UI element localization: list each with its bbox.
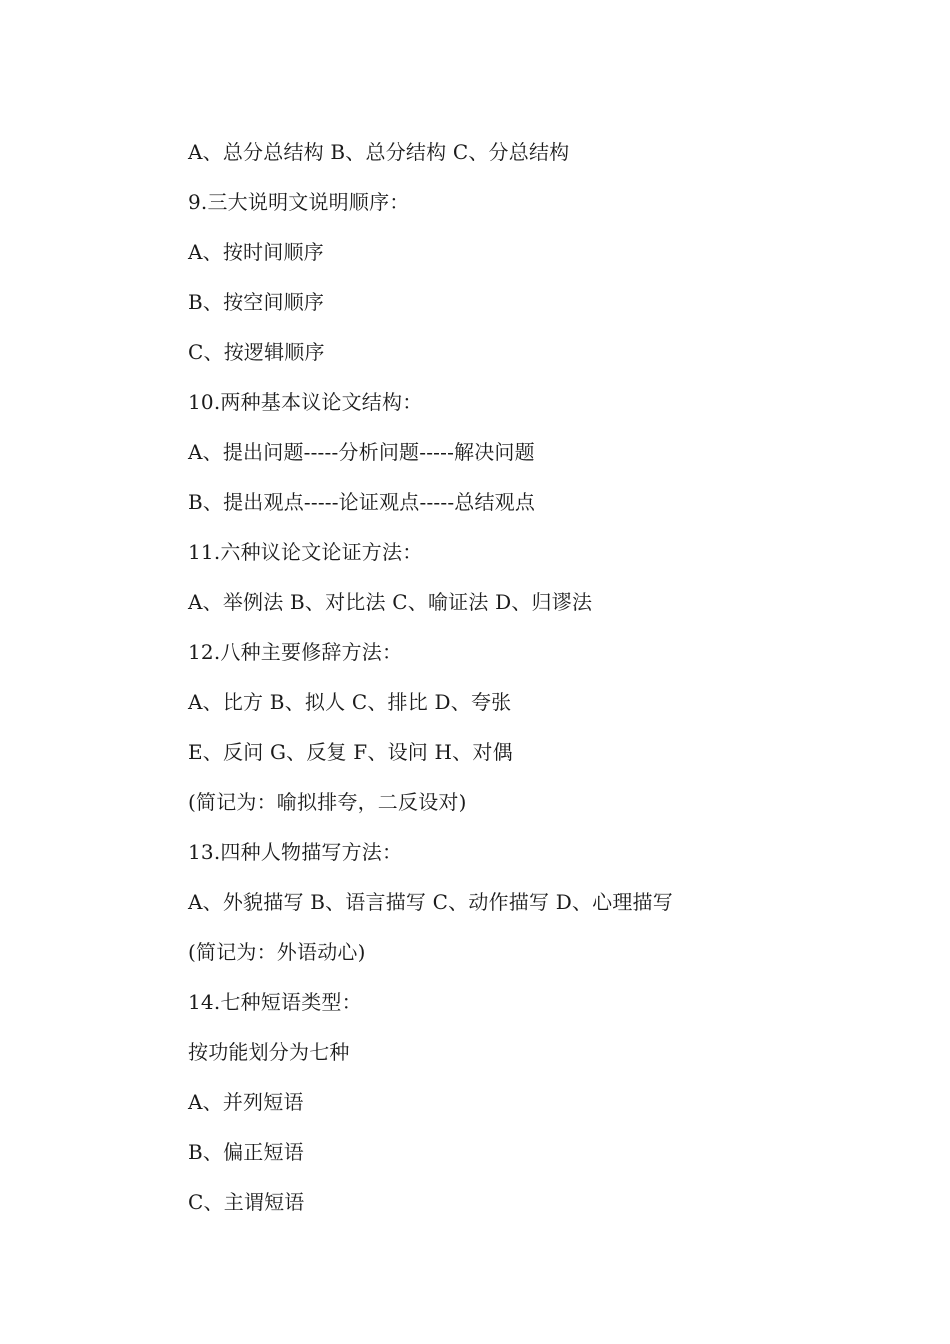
list-item-modifier-phrase: B、偏正短语 bbox=[188, 1140, 304, 1164]
list-item-problem-structure: A、提出问题-----分析问题-----解决问题 bbox=[188, 440, 535, 464]
structure-options-line: A、总分总结构 B、总分结构 C、分总结构 bbox=[188, 140, 570, 164]
character-description-line: A、外貌描写 B、语言描写 C、动作描写 D、心理描写 bbox=[188, 890, 673, 914]
heading-10-argument-structure: 10.两种基本议论文结构： bbox=[188, 390, 423, 414]
heading-9-expository-order: 9.三大说明文说明顺序： bbox=[188, 190, 410, 214]
heading-12-rhetoric-methods: 12.八种主要修辞方法： bbox=[188, 640, 403, 664]
phrase-types-intro: 按功能划分为七种 bbox=[188, 1040, 350, 1064]
heading-13-character-description: 13.四种人物描写方法： bbox=[188, 840, 403, 864]
list-item-logic-order: C、按逻辑顺序 bbox=[188, 340, 325, 364]
list-item-subject-predicate-phrase: C、主谓短语 bbox=[188, 1190, 305, 1214]
rhetoric-methods-line-2: E、反问 G、反复 F、设问 H、对偶 bbox=[188, 740, 513, 764]
list-item-coordinate-phrase: A、并列短语 bbox=[188, 1090, 304, 1114]
character-mnemonic: (简记为：外语动心) bbox=[188, 940, 366, 964]
list-item-time-order: A、按时间顺序 bbox=[188, 240, 324, 264]
rhetoric-mnemonic: (简记为：喻拟排夸，二反设对) bbox=[188, 790, 467, 814]
list-item-space-order: B、按空间顺序 bbox=[188, 290, 325, 314]
heading-11-argument-methods: 11.六种议论文论证方法： bbox=[188, 540, 423, 564]
heading-14-phrase-types: 14.七种短语类型： bbox=[188, 990, 362, 1014]
argument-methods-line: A、举例法 B、对比法 C、喻证法 D、归谬法 bbox=[188, 590, 593, 614]
rhetoric-methods-line-1: A、比方 B、拟人 C、排比 D、夸张 bbox=[188, 690, 512, 714]
list-item-viewpoint-structure: B、提出观点-----论证观点-----总结观点 bbox=[188, 490, 536, 514]
document-body bbox=[188, 127, 888, 1227]
